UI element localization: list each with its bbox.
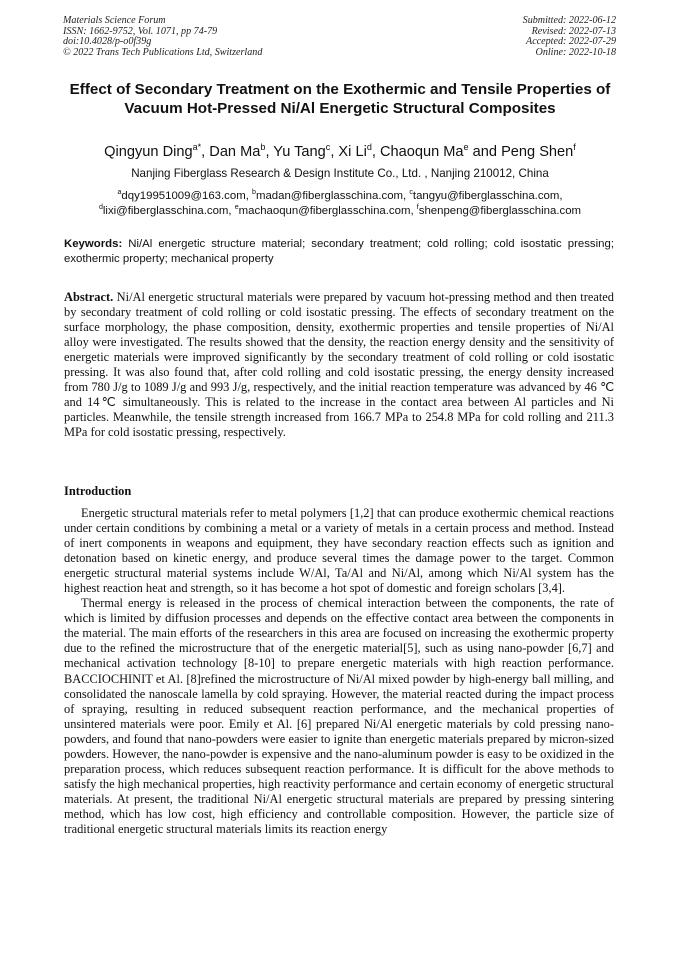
accepted-date: Accepted: 2022-07-29 (526, 36, 616, 48)
author-name: Xi Li (338, 144, 367, 160)
doi: doi:10.4028/p-o0f39g (63, 36, 152, 48)
keywords-label: Keywords: (64, 238, 123, 250)
author-superscript: e (463, 142, 469, 153)
date-info (523, 16, 616, 58)
introduction-body (64, 506, 614, 837)
abstract-text: Ni/Al energetic structural materials were prepared by vacuum hot-pressing method and then treated by secondary treatment of cold rolling or cold isostatic pressing. The effects of secondary treatment on the surface morphology, the phase composition, density, exothermic properties and tensile properties of Ni/Al alloy were investigated. The results showed that the density, the reaction energy density and the sensitivity of energetic materials were improved significantly by the secondary treatment of cold rolling or cold isostatic pressing. It was also found that, after cold rolling and cold isostatic pressing, the energy density increased from 780 J/g to 1089 J/g and 993 J/g, respectively, and the initial reaction temperature was advanced by 46 ℃ and 14℃ simultaneously. This is related to the increase in the contact area between Al particles and Ni particles. Meanwhile, the tensile strength increased from 166.7 MPa to 254.8 MPa for cold rolling and 211.3 MPa for cold isostatic pressing, respectively. (64, 290, 614, 440)
journal-name: Materials Science Forum (63, 15, 166, 26)
paragraph: Energetic structural materials refer to metal polymers [1,2] that can produce exothermic chemical reactions under certain conditions by combining a metal or a variety of metals in a certain process and method. Instead of inert components in weapons and equipment, they have secondary reaction effects such as ignition and detonation based on kinetic energy, and produce several times the damage power to the target. Common energetic structural material systems include W/Al, Ta/Al and Ni/Al, among which Ni/Al system has the highest reaction heat and strength, so it has become a hot spot of domestic and foreign scholars [3,4]. (64, 506, 614, 596)
email-address[interactable]: machaoqun@fiberglasschina.com (238, 204, 411, 217)
author-name: Peng Shen (501, 144, 574, 160)
author-superscript: b (260, 142, 266, 153)
author-name: Chaoqun Ma (379, 144, 464, 160)
email-list (40, 189, 640, 218)
paragraph: Thermal energy is released in the process of chemical interaction between the components, the rate of which is limited by diffusion processes and depends on the effective contact area between the components in the material. The main efforts of the researchers in this area are focused on increasing the exothermic property due to the refined the microstructure that of the energetic material[5], such as using nano-powder [6,7] and mechanical activation technology [8-10] to prepare energetic materials with high reaction performance. BACCIOCHINIT et Al. [8]refined the microstructure of Ni/Al mixed powder by high-energy ball milling, and consolidated the nanoscale lamella by cold spraying. However, the material reacted during the impact process of spraying, resulting in reduced subsequent reaction performance, and the mechanical properties of unsintered materials were poor. Emily et Al. [6] prepared Ni/Al energetic materials by cold pressing nano-powders, and found that nano-powders were easier to ignite than energetic materials prepared by micron-sized powders. However, the nano-powder is expensive and the nano-aluminum powder is easy to be oxidized in the preparation process, which reduces subsequent reaction performance. It is difficult for the above methods to satisfy the high mechanical properties, high reactivity performance and certain economy of energetic structural materials. At present, the traditional Ni/Al energetic structural materials are prepared by pressing sintering method, which has low cost, high efficiency and controllable composition. However, the particle size of traditional energetic structural materials limits its reaction energy (64, 596, 614, 836)
email-address[interactable]: dqy19951009@163.com (121, 190, 246, 202)
revised-date: Revised: 2022-07-13 (531, 25, 616, 37)
affiliation: Nanjing Fiberglass Research & Design Institute Co., Ltd. , Nanjing 210012, China (131, 167, 549, 180)
author-superscript: c (325, 142, 331, 153)
issn-volume: ISSN: 1662-9752, Vol. 1071, pp 74-79 (63, 25, 218, 37)
online-date: Online: 2022-10-18 (535, 46, 616, 58)
author-list: Qingyun Ding$^{a*}$, Dan Ma$^b$, Yu Tang$^c$, Xi Li$^d$, Chaoqun Ma$^e$ and Peng Shen$^f$ (104, 142, 576, 160)
author-superscript: f (573, 142, 576, 153)
email-line: $^d$lixi@fiberglasschina.com, $^e$machaoqun@fiberglasschina.com, $^f$shenpeng@fiberglasschina.com (98, 203, 582, 217)
keywords-text: Ni/Al energetic structure material; secondary treatment; cold rolling; cold isostatic pressing; exothermic property; mechanical property (64, 238, 614, 266)
author-superscript: d (366, 142, 372, 153)
author-name: Qingyun Ding (104, 144, 193, 160)
section-heading-introduction: Introduction (64, 484, 132, 498)
author-name: Yu Tang (273, 144, 326, 160)
paper-title: Effect of Secondary Treatment on the Exothermic and Tensile Properties of Vacuum Hot-Pressed Ni/Al Energetic Structural Composites (69, 81, 611, 117)
keywords (64, 237, 614, 267)
email-address[interactable]: tangyu@fiberglasschina.com (412, 190, 560, 202)
email-address[interactable]: madan@fiberglasschina.com (255, 190, 404, 202)
email-line: $^a$dqy19951009@163.com, $^b$madan@fiberglasschina.com, $^c$tangyu@fiberglasschina.com, (117, 189, 563, 202)
author-superscript: a* (192, 142, 202, 153)
email-address[interactable]: lixi@fiberglasschina.com (102, 204, 229, 217)
journal-info (63, 16, 262, 58)
author-name: Dan Ma (209, 144, 261, 160)
copyright: © 2022 Trans Tech Publications Ltd, Switzerland (63, 46, 263, 58)
abstract (64, 290, 614, 440)
abstract-label: Abstract. (64, 290, 114, 304)
submitted-date: Submitted: 2022-06-12 (522, 15, 616, 26)
email-address[interactable]: shenpeng@fiberglasschina.com (418, 204, 582, 217)
